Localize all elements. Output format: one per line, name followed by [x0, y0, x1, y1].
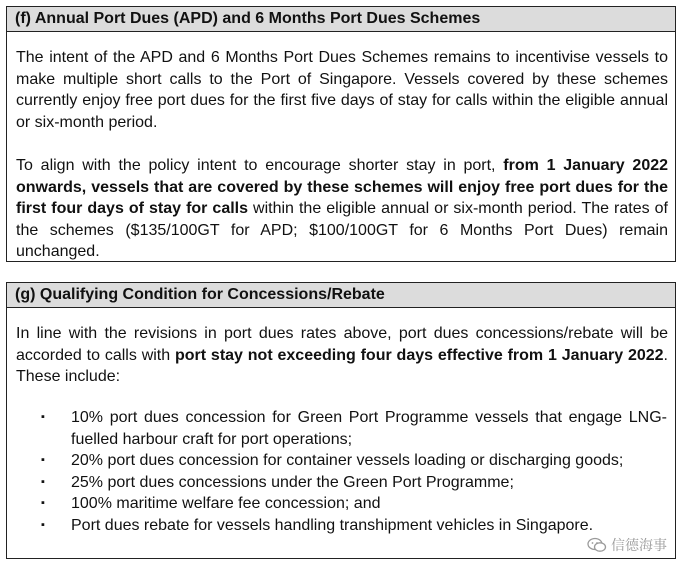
list-item-text: 20% port dues concession for container vessels loading or discharging goods;	[71, 452, 624, 469]
para2-text-start: To align with the policy intent to encourage shorter stay in port,	[16, 157, 504, 174]
list-item-text: Port dues rebate for vessels handling transhipment vehicles in Singapore.	[71, 516, 594, 534]
list-item	[7, 407, 667, 450]
para2-text-end: within the eligible annual or six-month period. The rates of the schemes ($135/100GT for APD; $100/100GT for 6 Months Port Dues) remain unchanged.	[16, 200, 669, 260]
bullet-marker: ▪	[41, 518, 45, 531]
para2-bold-text: from 1 January 2022 onwards, vessels that are covered by these schemes will enjoy free port dues for the first four days of stay for calls	[16, 157, 669, 217]
list-item	[7, 450, 667, 472]
watermark	[587, 535, 667, 555]
section-f-paragraph-2	[16, 155, 668, 263]
section-g-paragraph	[16, 323, 668, 388]
section-f-paragraph-1: The intent of the APD and 6 Months Port Dues Schemes remains to incentivise vessels to make multiple short calls to the Port of Singapore. Vessels covered by these schemes currently enjoy free port dues for the first five days of stay for calls within the eligible annual or six-month period.	[16, 49, 668, 131]
para-g-text-start: In line with the revisions in port dues rates above, port dues concessions/rebate will be accorded to calls with	[16, 325, 668, 364]
section-f-box	[6, 6, 676, 262]
para-g-text-end: . These include:	[16, 346, 668, 385]
list-item-text: 25% port dues concessions under the Green Port Programme;	[71, 473, 514, 491]
para-g-bold-text: port stay not exceeding four days effective from 1 January 2022	[174, 346, 664, 364]
bullet-marker: ▪	[41, 497, 45, 509]
section-f-header: (f) Annual Port Dues (APD) and 6 Months Port Dues Schemes	[7, 7, 675, 32]
concession-list	[7, 407, 667, 536]
bullet-marker: ▪	[41, 411, 45, 423]
list-item-text: 100% maritime welfare fee concession; and	[71, 495, 381, 512]
section-g-box	[6, 282, 676, 559]
wechat-icon	[587, 537, 607, 553]
list-item	[7, 493, 667, 515]
list-item	[7, 515, 667, 537]
watermark-text: 信德海事	[611, 537, 667, 553]
list-item	[7, 472, 667, 494]
list-item-text: 10% port dues concession for Green Port Programme vessels that engage LNG-fuelled harbour craft for port operations;	[71, 409, 667, 448]
bullet-marker: ▪	[41, 454, 45, 466]
section-g-header: (g) Qualifying Condition for Concessions/Rebate	[7, 283, 675, 308]
bullet-marker: ▪	[41, 475, 45, 488]
